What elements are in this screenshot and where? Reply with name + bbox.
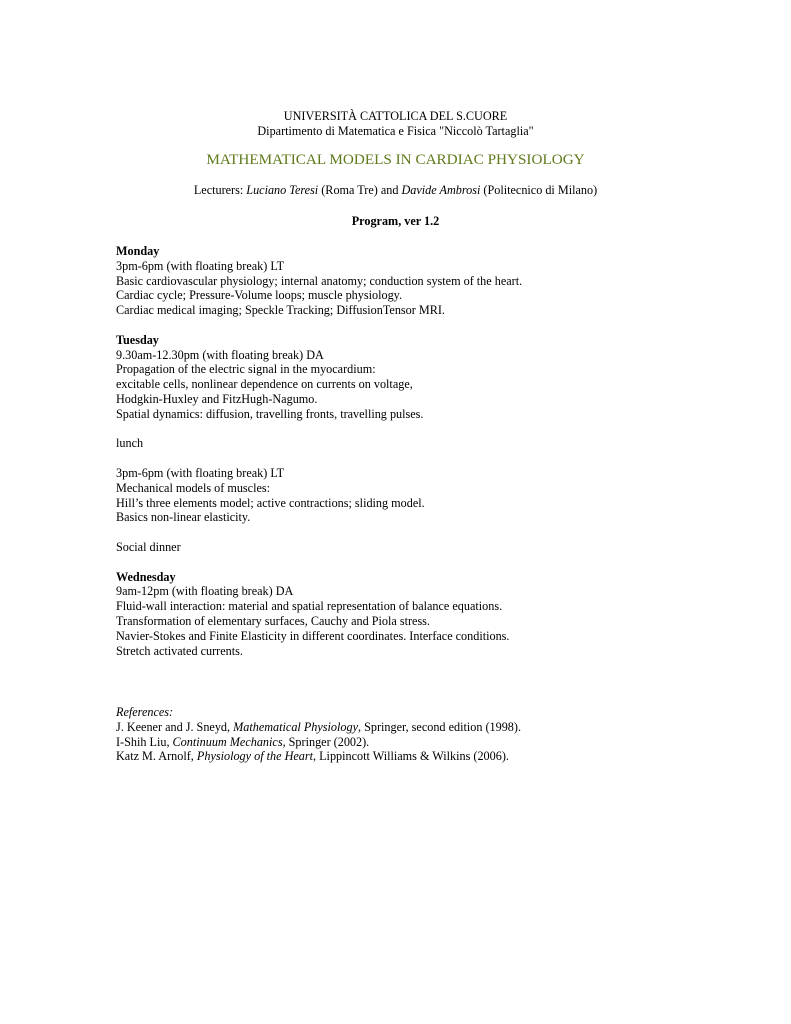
day-heading-wednesday: Wednesday	[116, 569, 176, 584]
day-heading-tuesday: Tuesday	[116, 332, 159, 347]
reference-authors: Katz M. Arnolf,	[116, 749, 197, 764]
monday-line: Cardiac cycle; Pressure-Volume loops; muscle physiology.	[116, 288, 403, 303]
reference-item	[116, 720, 756, 735]
references-heading: References:	[116, 705, 174, 719]
department-name: Dipartimento di Matematica e Fisica "Niccolò Tartaglia"	[257, 124, 534, 138]
lecturer-2-name: Davide Ambrosi	[401, 183, 481, 197]
reference-publisher: , Springer, second edition (1998).	[358, 719, 522, 734]
reference-authors: J. Keener and J. Sneyd,	[116, 719, 234, 734]
reference-publisher: , Lippincott Williams & Wilkins (2006).	[313, 749, 509, 764]
wednesday-line: 9am-12pm (with floating break) DA	[116, 584, 294, 599]
tuesday-morning-line: excitable cells, nonlinear dependence on currents on voltage,	[116, 377, 413, 392]
lecturers-prefix: Lecturers:	[193, 183, 247, 197]
tuesday-afternoon-line: 3pm-6pm (with floating break) LT	[116, 465, 285, 480]
tuesday-afternoon-line: Hill’s three elements model; active contractions; sliding model.	[116, 495, 425, 510]
tuesday-morning-line: Propagation of the electric signal in the myocardium:	[116, 362, 376, 377]
tuesday-morning-line: 9.30am-12.30pm (with floating break) DA	[116, 347, 324, 362]
reference-title: Mathematical Physiology	[233, 719, 359, 734]
monday-line: Basic cardiovascular physiology; internal anatomy; conduction system of the heart.	[116, 273, 523, 288]
document-title: MATHEMATICAL MODELS IN CARDIAC PHYSIOLOGY	[206, 151, 585, 168]
tuesday-morning-line: Hodgkin-Huxley and FitzHugh-Nagumo.	[116, 391, 318, 406]
reference-item	[116, 749, 756, 764]
reference-authors: I-Shih Liu,	[116, 734, 173, 749]
wednesday-line: Navier-Stokes and Finite Elasticity in different coordinates. Interface conditions.	[116, 628, 510, 643]
wednesday-line: Stretch activated currents.	[116, 643, 243, 658]
social-dinner-line: Social dinner	[116, 539, 181, 554]
wednesday-line: Fluid-wall interaction: material and spatial representation of balance equations.	[116, 599, 503, 614]
day-heading-monday: Monday	[116, 244, 160, 258]
monday-line: 3pm-6pm (with floating break) LT	[116, 258, 285, 273]
reference-publisher: , Springer (2002).	[282, 734, 370, 749]
tuesday-afternoon-line: Basics non-linear elasticity.	[116, 510, 251, 525]
reference-title: Continuum Mechanics	[172, 734, 283, 749]
tuesday-afternoon-line: Mechanical models of muscles:	[116, 480, 270, 495]
references	[116, 705, 756, 764]
lecturer-1-affiliation: (Roma Tre) and	[318, 183, 402, 197]
reference-title: Physiology of the Heart	[196, 749, 314, 764]
reference-item	[116, 735, 756, 750]
monday-line: Cardiac medical imaging; Speckle Tracking; DiffusionTensor MRI.	[116, 303, 445, 318]
tuesday-morning-line: Spatial dynamics: diffusion, travelling fronts, travelling pulses.	[116, 406, 424, 421]
program-version: Program, ver 1.2	[351, 214, 440, 228]
lunch-line: lunch	[116, 436, 144, 451]
university-name: UNIVERSITÀ CATTOLICA DEL S.CUORE	[283, 109, 508, 123]
lecturer-2-affiliation: (Politecnico di Milano)	[480, 183, 598, 197]
lecturer-1-name: Luciano Teresi	[246, 183, 319, 197]
lecturers-line	[0, 183, 791, 198]
schedule	[116, 244, 756, 658]
wednesday-line: Transformation of elementary surfaces, Cauchy and Piola stress.	[116, 613, 430, 628]
